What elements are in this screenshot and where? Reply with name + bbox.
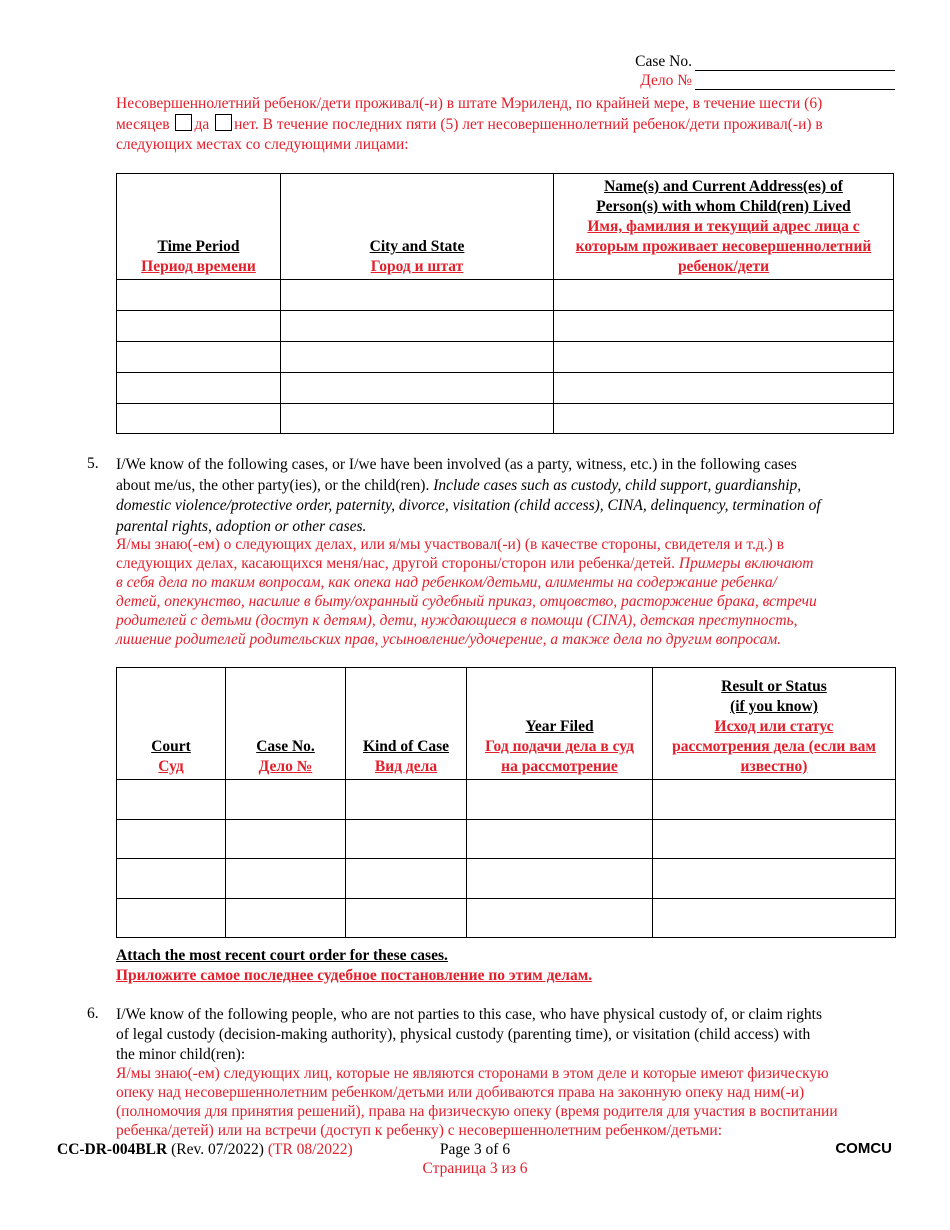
item-5-ru-line6: лишение родителей родительских прав, усыновление/удочерение, а также дела по другим вопросам.: [116, 631, 782, 648]
item-6-ru-line4: ребенка/детей) или на встречи (доступ к ребенку) с несовершеннолетним ребенком/детьми:: [116, 1122, 723, 1139]
table-row: [117, 820, 896, 859]
table-cell[interactable]: [467, 780, 653, 820]
table-cell[interactable]: [117, 820, 226, 859]
item-5-text: [116, 455, 896, 537]
item-6-line2: of legal custody (decision-making authority), physical custody (parenting time), or visitation (child access) with: [116, 1026, 811, 1043]
table-row: [117, 780, 896, 820]
table-cell[interactable]: [554, 404, 894, 434]
table-cell[interactable]: [653, 859, 896, 899]
item-5-ru-line3: в себя дела по таким вопросам, как опека над ребенком/детьми, алименты на содержание ребенка/: [116, 574, 777, 591]
table-cell[interactable]: [281, 280, 554, 311]
col-persons-lived: Name(s) and Current Address(es) of Person(s) with whom Child(ren) Lived Имя, фамилия и текущий адрес лица с которым проживает несовершеннолетний ребенок/дети: [554, 174, 894, 280]
table-cell[interactable]: [281, 342, 554, 373]
table-row: [117, 280, 894, 311]
table-cell[interactable]: [117, 342, 281, 373]
item-5-ru-line5: родителей с детьми (доступ к детям), дети, нуждающиеся в помощи (CINA), детская преступность,: [116, 612, 798, 629]
col-year-filed: Year Filed Год подачи дела в суд на рассмотрение: [467, 668, 653, 780]
item-5-number: 5.: [87, 455, 99, 472]
residence-text-months: месяцев: [116, 116, 170, 133]
table-cell[interactable]: [346, 780, 467, 820]
item-5-line1: I/We know of the following cases, or I/we have been involved (as a party, witness, etc.) in the following cases: [116, 456, 797, 473]
col-time-period: Time Period Период времени: [117, 174, 281, 280]
table-cell[interactable]: [554, 342, 894, 373]
col-kind-of-case: Kind of Case Вид дела: [346, 668, 467, 780]
item-6-text: [116, 1005, 896, 1065]
table-cell[interactable]: [117, 859, 226, 899]
item-6-text-ru: [116, 1064, 896, 1140]
table-cell[interactable]: [226, 859, 346, 899]
table-cell[interactable]: [226, 780, 346, 820]
table-cell[interactable]: [117, 899, 226, 938]
table-cell[interactable]: [554, 311, 894, 342]
table-cell[interactable]: [117, 280, 281, 311]
table-row: [117, 404, 894, 434]
item-5-ru-line2-italic: Примеры включают: [678, 555, 814, 572]
residence-text-line3: следующих местах со следующими лицами:: [116, 136, 409, 153]
no-checkbox[interactable]: [215, 114, 232, 131]
table-cell[interactable]: [117, 404, 281, 434]
table-cell[interactable]: [467, 820, 653, 859]
item-5-line2: about me/us, the other party(ies), or the child(ren).: [116, 476, 434, 494]
table-cell[interactable]: [281, 404, 554, 434]
table-cell[interactable]: [117, 311, 281, 342]
table-cell[interactable]: [554, 373, 894, 404]
table-row: [117, 899, 896, 938]
attach-note-ru: Приложите самое последнее судебное постановление по этим делам.: [116, 967, 593, 984]
col-result-status: Result or Status (if you know) Исход или статус рассмотрения дела (если вам известно): [653, 668, 896, 780]
yes-checkbox[interactable]: [175, 114, 192, 131]
item-5-ru-line1: Я/мы знаю(-ем) о следующих делах, или я/мы участвовал(-и) (в качестве стороны, свидетеля и т.д.) в: [116, 536, 785, 553]
item-6-ru-line2: опеку над несовершеннолетним ребенком/детьми или добиваются права на законную опеку над ним(-и): [116, 1084, 805, 1101]
table-cell[interactable]: [554, 280, 894, 311]
table-cell[interactable]: [281, 373, 554, 404]
table-row: [117, 342, 894, 373]
residence-table: [116, 173, 894, 434]
form-revision: (Rev. 07/2022): [167, 1141, 268, 1158]
item-6-number: 6.: [87, 1005, 99, 1022]
case-no-field-ru[interactable]: [695, 75, 895, 90]
page-number: [380, 1140, 570, 1178]
residence-text-line1: Несовершеннолетний ребенок/дети проживал(-и) в штате Мэриленд, по крайней мере, в течение шести (6): [116, 95, 823, 112]
form-translation-revision: (TR 08/2022): [267, 1141, 353, 1158]
attach-note: [116, 946, 592, 986]
form-id-footer: [57, 1140, 353, 1159]
table-cell[interactable]: [226, 899, 346, 938]
table-cell[interactable]: [653, 780, 896, 820]
item-5-text-ru: [116, 535, 896, 649]
table-cell[interactable]: [653, 899, 896, 938]
item-5-line2-italic: Include cases such as custody, child support, guardianship,: [433, 476, 802, 494]
page-number-en: Page 3 of 6: [439, 1141, 511, 1158]
item-6-ru-line1: Я/мы знаю(-ем) следующих лиц, которые не являются сторонами в этом деле и которые имеют физическую: [116, 1065, 829, 1082]
case-number-header: [635, 52, 895, 90]
form-code: COMCU: [835, 1140, 892, 1157]
yes-label: да: [194, 116, 210, 133]
cases-table: [116, 667, 896, 938]
case-no-label-ru: Дело №: [640, 72, 692, 89]
attach-note-en: Attach the most recent court order for these cases.: [116, 947, 448, 964]
page-number-ru: Страница 3 из 6: [422, 1160, 528, 1177]
table-cell[interactable]: [281, 311, 554, 342]
table-cell[interactable]: [117, 780, 226, 820]
table-cell[interactable]: [467, 899, 653, 938]
table-cell[interactable]: [653, 820, 896, 859]
item-5-line4: parental rights, adoption or other cases.: [116, 517, 367, 535]
table-row: [117, 373, 894, 404]
case-no-label: Case No.: [635, 53, 692, 70]
table-cell[interactable]: [467, 859, 653, 899]
item-6-line1: I/We know of the following people, who are not parties to this case, who have physical custody of, or claim rights: [116, 1006, 822, 1023]
table-cell[interactable]: [346, 820, 467, 859]
item-5-line3: domestic violence/protective order, paternity, divorce, visitation (child access), CINA, delinquency, termination of: [116, 497, 821, 514]
table-cell[interactable]: [226, 820, 346, 859]
table-cell[interactable]: [346, 859, 467, 899]
table-row: [117, 859, 896, 899]
item-6-line3: the minor child(ren):: [116, 1046, 246, 1063]
table-row: [117, 311, 894, 342]
col-case-no: Case No. Дело №: [226, 668, 346, 780]
form-id: CC-DR-004BLR: [57, 1141, 168, 1158]
col-court: Court Суд: [117, 668, 226, 780]
table-cell[interactable]: [117, 373, 281, 404]
col-city-state: City and State Город и штат: [281, 174, 554, 280]
item-6-ru-line3: (полномочия для принятия решений), права на физическую опеку (время родителя для участия в воспитании: [116, 1103, 838, 1120]
item-5-ru-line2: следующих делах, касающихся меня/нас, другой стороны/сторон или ребенка/детей.: [116, 555, 679, 572]
item-5-ru-line4: детей, опекунство, насилие в быту/охранный судебный приказ, отцовство, расторжение брака, встречи: [116, 593, 817, 610]
residence-paragraph: [116, 94, 896, 155]
case-no-field[interactable]: [695, 56, 895, 71]
table-cell[interactable]: [346, 899, 467, 938]
no-label: нет. В течение последних пяти (5) лет несовершеннолетний ребенок/дети проживал(-и) в: [234, 116, 823, 133]
